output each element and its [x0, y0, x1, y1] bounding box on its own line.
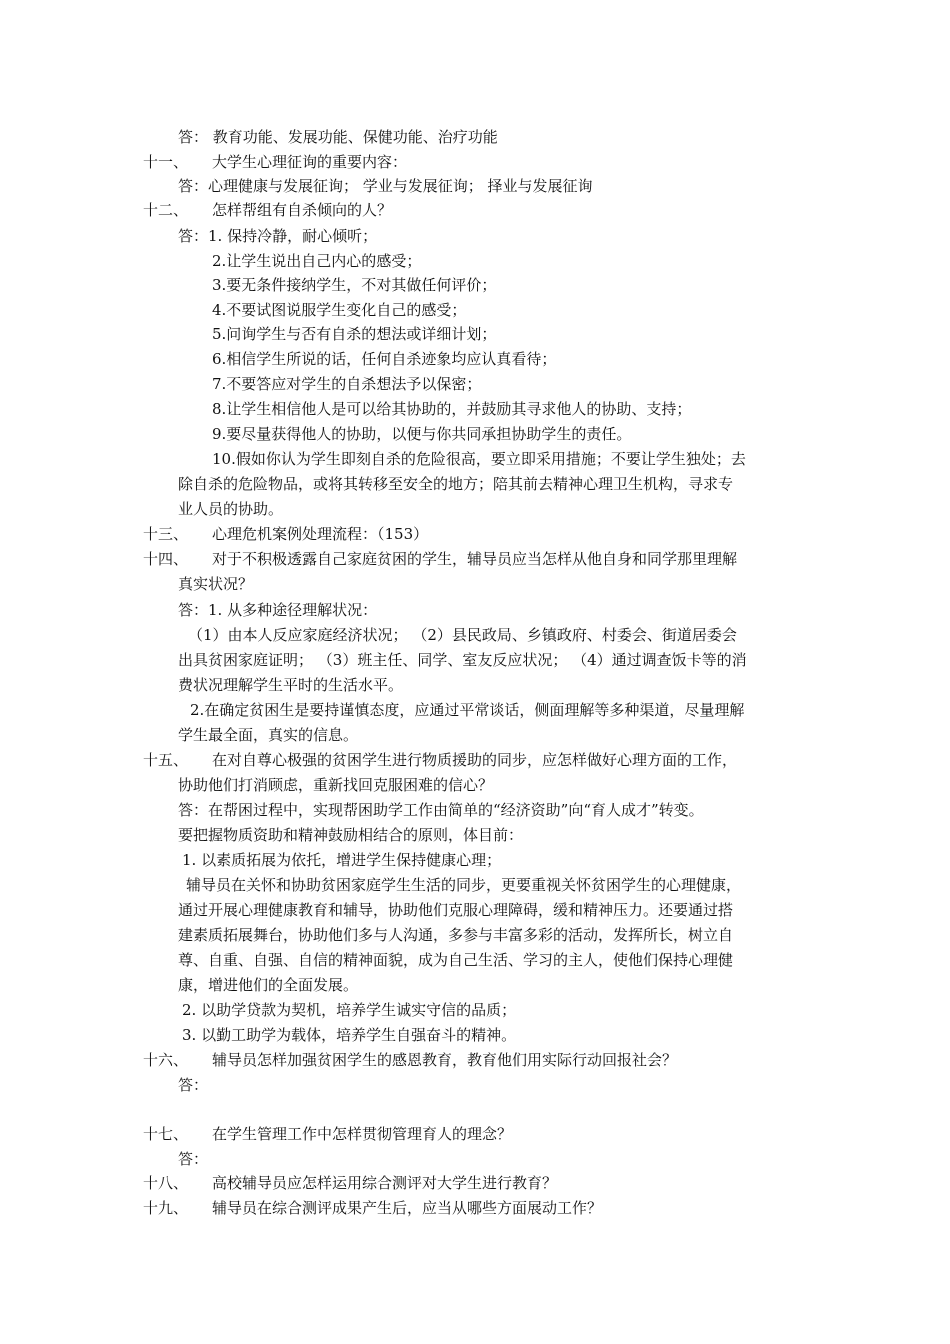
answer-14-item-2-cont: 学生最全面，真实的信息。 [178, 726, 359, 744]
answer-15-text: 康，增进他们的全面发展。 [178, 976, 359, 994]
question-14 [0, 549, 950, 571]
question-number: 十七、 [143, 1125, 189, 1143]
question-18 [0, 1173, 950, 1195]
answer-16: 答： [178, 1076, 209, 1094]
question-number: 十四、 [143, 550, 189, 568]
question-text: 在学生管理工作中怎样贯彻管理育人的理念？ [212, 1125, 513, 1143]
answer-15-text: 建素质拓展舞台，协助他们多与人沟通，多参与丰富多彩的活动，发挥所长，树立自 [178, 926, 734, 944]
answer-12-item-10-cont: 业人员的协助。 [178, 500, 284, 518]
question-number: 十五、 [143, 751, 189, 769]
question-17 [0, 1124, 950, 1146]
question-number: 十一、 [143, 153, 189, 171]
answer-14-text: （1）由本人反应家庭经济状况； （2）县民政局、乡镇政府、村委会、街道居委会 [188, 626, 737, 644]
answer-15-text: 通过开展心理健康教育和辅导，协助他们克服心理障碍，缓和精神压力。还要通过搭 [178, 901, 734, 919]
question-text: 辅导员怎样加强贫困学生的感恩教育，教育他们用实际行动回报社会？ [212, 1051, 678, 1069]
question-16 [0, 1050, 950, 1072]
question-number: 十三、 [143, 525, 189, 543]
question-number: 十二、 [143, 201, 189, 219]
question-number: 十九、 [143, 1199, 189, 1217]
answer-15-intro: 答：在帮困过程中，实现帮困助学工作由简单的“经济资助”向“育人成才”转变。 [178, 801, 704, 819]
answer-15-text: 辅导员在关怀和协助贫困家庭学生生活的同步，更要重视关怀贫困学生的心理健康， [186, 876, 742, 894]
answer-14-item-1: 答：1. 从多种途径理解状况： [178, 601, 378, 619]
answer-12-item-1: 答：1. 保持冷静，耐心倾听； [178, 227, 378, 245]
answer-12-item-5: 5.问询学生与否有自杀的想法或详细计划； [212, 325, 497, 343]
answer-15-item-2: 2. 以助学贷款为契机，培养学生诚实守信的品质； [182, 1001, 517, 1019]
question-text: 在对自尊心极强的贫困学生进行物质援助的同步，应怎样做好心理方面的工作， [212, 751, 738, 769]
answer-17: 答： [178, 1150, 209, 1168]
question-number: 十八、 [143, 1174, 189, 1192]
question-12 [0, 200, 950, 222]
question-19 [0, 1198, 950, 1220]
answer-10: 答： 教育功能、发展功能、保健功能、治疗功能 [178, 128, 498, 146]
question-15 [0, 750, 950, 772]
question-text: 怎样帮组有自杀倾向的人？ [212, 201, 393, 219]
answer-15-item-3: 3. 以勤工助学为载体，培养学生自强奋斗的精神。 [182, 1026, 517, 1044]
answer-12-item-10-cont: 除自杀的危险物品，或将其转移至安全的地方；陪其前去精神心理卫生机构，寻求专 [178, 475, 734, 493]
answer-14-item-2: 2.在确定贫困生是要持谨慎态度，应通过平常谈话，侧面理解等多种渠道，尽量理解 [190, 701, 745, 719]
answer-14-text: 出具贫困家庭证明； （3）班主任、同学、室友反应状况； （4）通过调查饭卡等的消 [178, 651, 747, 669]
answer-12-item-8: 8.让学生相信他人是可以给其协助的，并鼓励其寻求他人的协助、支持； [212, 400, 692, 418]
answer-12-item-7: 7.不要答应对学生的自杀想法予以保密； [212, 375, 482, 393]
answer-12-item-4: 4.不要试图说服学生变化自己的感受； [212, 301, 467, 319]
question-11 [0, 152, 950, 174]
answer-12-item-9: 9.要尽量获得他人的协助，以便与你共同承担协助学生的责任。 [212, 425, 632, 443]
answer-12-item-3: 3.要无条件接纳学生，不对其做任何评价； [212, 276, 497, 294]
question-15-cont: 协助他们打消顾虑，重新找回克服困难的信心？ [178, 776, 494, 794]
question-number: 十六、 [143, 1051, 189, 1069]
question-text: 对于不积极透露自己家庭贫困的学生，辅导员应当怎样从他自身和同学那里理解 [212, 550, 738, 568]
answer-14-text: 费状况理解学生平时的生活水平。 [178, 676, 404, 694]
question-13 [0, 524, 950, 546]
answer-12-item-2: 2.让学生说出自己内心的感受； [212, 252, 422, 270]
answer-11: 答：心理健康与发展征询； 学业与发展征询； 择业与发展征询 [178, 177, 593, 195]
answer-15-intro-cont: 要把握物质资助和精神鼓励相结合的原则，体目前： [178, 826, 524, 844]
answer-12-item-10: 10.假如你认为学生即刻自杀的危险很高，要立即采用措施；不要让学生独处；去 [212, 450, 746, 468]
question-text: 心理危机案例处理流程：（153） [212, 525, 429, 543]
question-text: 大学生心理征询的重要内容： [212, 153, 408, 171]
question-text: 辅导员在综合测评成果产生后，应当从哪些方面展动工作？ [212, 1199, 603, 1217]
question-text: 高校辅导员应怎样运用综合测评对大学生进行教育？ [212, 1174, 558, 1192]
answer-15-item-1: 1. 以素质拓展为依托，增进学生保持健康心理； [182, 851, 502, 869]
answer-15-text: 尊、自重、自强、自信的精神面貌，成为自己生活、学习的主人，使他们保持心理健 [178, 951, 734, 969]
question-14-cont: 真实状况？ [178, 575, 254, 593]
answer-12-item-6: 6.相信学生所说的话，任何自杀迹象均应认真看待； [212, 350, 557, 368]
